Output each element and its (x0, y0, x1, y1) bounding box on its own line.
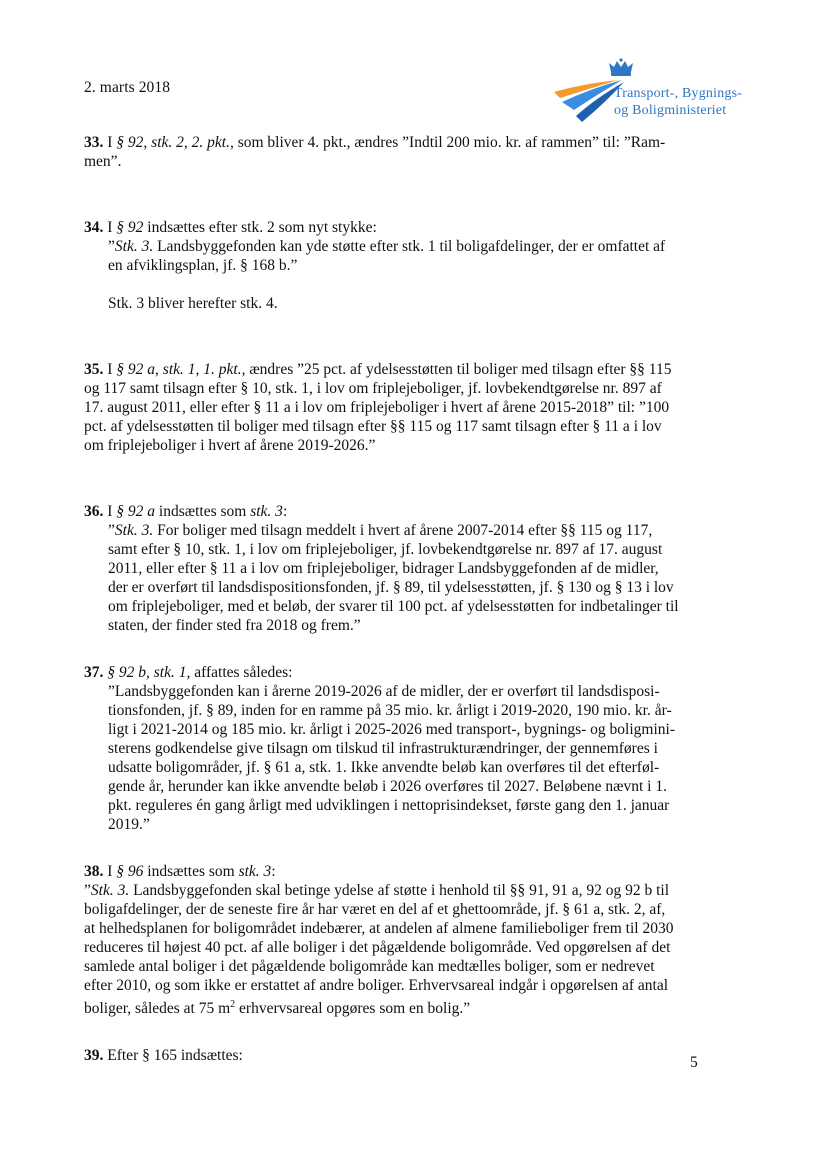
amendment-38-quote-line2: boligafdelinger, der de seneste fire år har været en del af et ghettoområde, jf. § 61 a, stk. 2, af, (84, 901, 666, 918)
amendment-35-line1: 35. I § 92 a, stk. 1, 1. pkt., ændres ”25 pct. af ydelsesstøtten til boliger med tilsagn efter §§ 115 (84, 361, 672, 378)
amendment-38 (84, 862, 704, 1018)
amendment-33 (84, 133, 704, 171)
amendment-38-quote-line4: reduceres til højest 40 pct. af alle boliger i det pågældende boligområde. Ved opgørelsen af det (84, 939, 671, 956)
amendment-37 (84, 663, 704, 834)
amendment-36-quote-line4: der er overført til landsdispositionsfonden, jf. § 89, til ydelsesstøtten, jf. § 130 og § 13 i lov (108, 579, 674, 596)
amendment-36-quote-line1: ”Stk. 3. For boliger med tilsagn meddelt i hvert af årene 2007-2014 efter §§ 115 og 117, (108, 522, 653, 539)
crown-icon (609, 58, 633, 76)
amendment-36-quote-line6: staten, der finder sted fra 2018 og frem.” (108, 617, 361, 634)
amendment-38-quote-line1: ”Stk. 3. Landsbyggefonden skal betinge ydelse af støtte i henhold til §§ 91, 91 a, 92 og 92 b til (84, 882, 670, 899)
amendment-38-intro: 38. I § 96 indsættes som stk. 3: (84, 863, 276, 880)
ministry-name-line2: og Boligministeriet (614, 103, 727, 118)
amendment-39 (84, 1046, 704, 1065)
section-reference: § 92 a (116, 503, 156, 520)
amendment-33-line1: 33. I § 92, stk. 2, 2. pkt., som bliver 4. pkt., ændres ”Indtil 200 mio. kr. af rammen” til: ”Ram- (84, 134, 666, 151)
amendment-34 (84, 218, 704, 313)
section-reference: § 92 (116, 219, 144, 236)
page-number: 5 (690, 1054, 698, 1071)
amendment-37-quote-line1: ”Landsbyggefonden kan i årerne 2019-2026 af de midler, der er overført til landsdisposi- (108, 683, 660, 700)
amendment-35-line4: pct. af ydelsesstøtten til boliger med tilsagn efter §§ 115 og 117 samt tilsagn efter § 11 a i lov (84, 418, 662, 435)
amendment-38-quote-line7: boliger, således at 75 $m^2$ erhvervsareal opgøres som en bolig.” (84, 999, 471, 1018)
amendment-38-quote-line3: at helhedsplanen for boligområdet indebærer, at andelen af almene familieboliger frem til 2030 (84, 920, 674, 937)
ministry-name-line1: Transport-, Bygnings- (614, 86, 743, 101)
amendment-36 (84, 502, 704, 635)
amendment-38-quote-line5: samlede antal boliger i det pågældende boligområde kan medtælles boliger, som er nedrevet (84, 958, 655, 975)
section-reference: § 92 b, stk. 1, (103, 664, 191, 681)
amendment-39-line1: 39. Efter § 165 indsættes: (84, 1047, 243, 1065)
amendment-37-quote-line8: 2019.” (108, 816, 150, 833)
ministry-name (614, 85, 742, 119)
amendment-37-quote-line4: sterens godkendelse give tilsagn om tilskud til infrastrukturændringer, der gennemføres i (108, 740, 658, 757)
amendment-34-quote-line2: en afviklingsplan, jf. § 168 b.” (108, 257, 298, 274)
amendment-34-intro: 34. I § 92 indsættes efter stk. 2 som nyt stykke: (84, 219, 377, 236)
amendment-37-intro: 37. § 92 b, stk. 1, affattes således: (84, 664, 293, 681)
amendment-35-line5: om friplejeboliger i hvert af årene 2019-2026.” (84, 437, 376, 454)
amendment-38-quote-line6: efter 2010, og som ikke er erstattet af andre boliger. Erhvervsareal indgår i opgørelsen af antal (84, 977, 669, 994)
amendment-36-quote-line2: samt efter § 10, stk. 1, i lov om friplejeboliger, jf. lovbekendtgørelse nr. 897 af 17. august (108, 541, 663, 558)
section-reference: § 92 a, stk. 1, 1. pkt., (116, 361, 246, 378)
amendment-37-quote-line6: gende år, herunder kan ikke anvendte beløb i 2026 overføres til 2027. Beløbene nævnt i 1. (108, 778, 667, 795)
amendment-36-intro: 36. I § 92 a indsættes som stk. 3: (84, 503, 288, 520)
amendment-37-quote-line7: pkt. reguleres én gang årligt med udviklingen i nettoprisindekset, første gang den 1. januar (108, 797, 670, 814)
section-reference: § 96 (116, 863, 144, 880)
amendment-33-line2: men”. (84, 153, 122, 170)
amendment-35-line2: og 117 samt tilsagn efter § 10, stk. 1, i lov om friplejeboliger, jf. lovbekendtgørelse nr. 897 af (84, 380, 662, 397)
document-body (84, 133, 704, 1065)
amendment-37-quote-line3: ligt i 2021-2014 og 185 mio. kr. årligt i 2025-2026 med transport-, bygnings- og boligmini- (108, 721, 675, 738)
amendment-37-quote-line5: udsatte boligområder, jf. § 61 a, stk. 1. Ikke anvendte beløb kan overføres til det efterføl- (108, 759, 660, 776)
amendment-34-quote-line1: ”Stk. 3. Landsbyggefonden kan yde støtte efter stk. 1 til boligafdelinger, der er omfattet af (108, 238, 666, 255)
amendment-36-quote-line3: 2011, eller efter § 11 a i lov om friplejeboliger, bidrager Landsbyggefonden af de midler, (108, 560, 659, 577)
document-date: 2. marts 2018 (84, 79, 171, 96)
amendment-36-quote-line5: om friplejeboliger, med et beløb, der svarer til 100 pct. af ydelsesstøtten for indbetalinger til (108, 598, 679, 615)
section-reference: § 92, stk. 2, 2. pkt., (116, 134, 234, 151)
amendment-35 (84, 360, 704, 455)
amendment-37-quote-line2: tionsfonden, jf. § 89, inden for en ramme på 35 mio. kr. årligt i 2019-2020, 190 mio. kr. år- (108, 702, 672, 719)
amendment-34-note: Stk. 3 bliver herefter stk. 4. (108, 295, 278, 312)
amendment-35-line3: 17. august 2011, eller efter § 11 a i lov om friplejeboliger i hvert af årene 2015-2018” til: ”100 (84, 399, 670, 416)
